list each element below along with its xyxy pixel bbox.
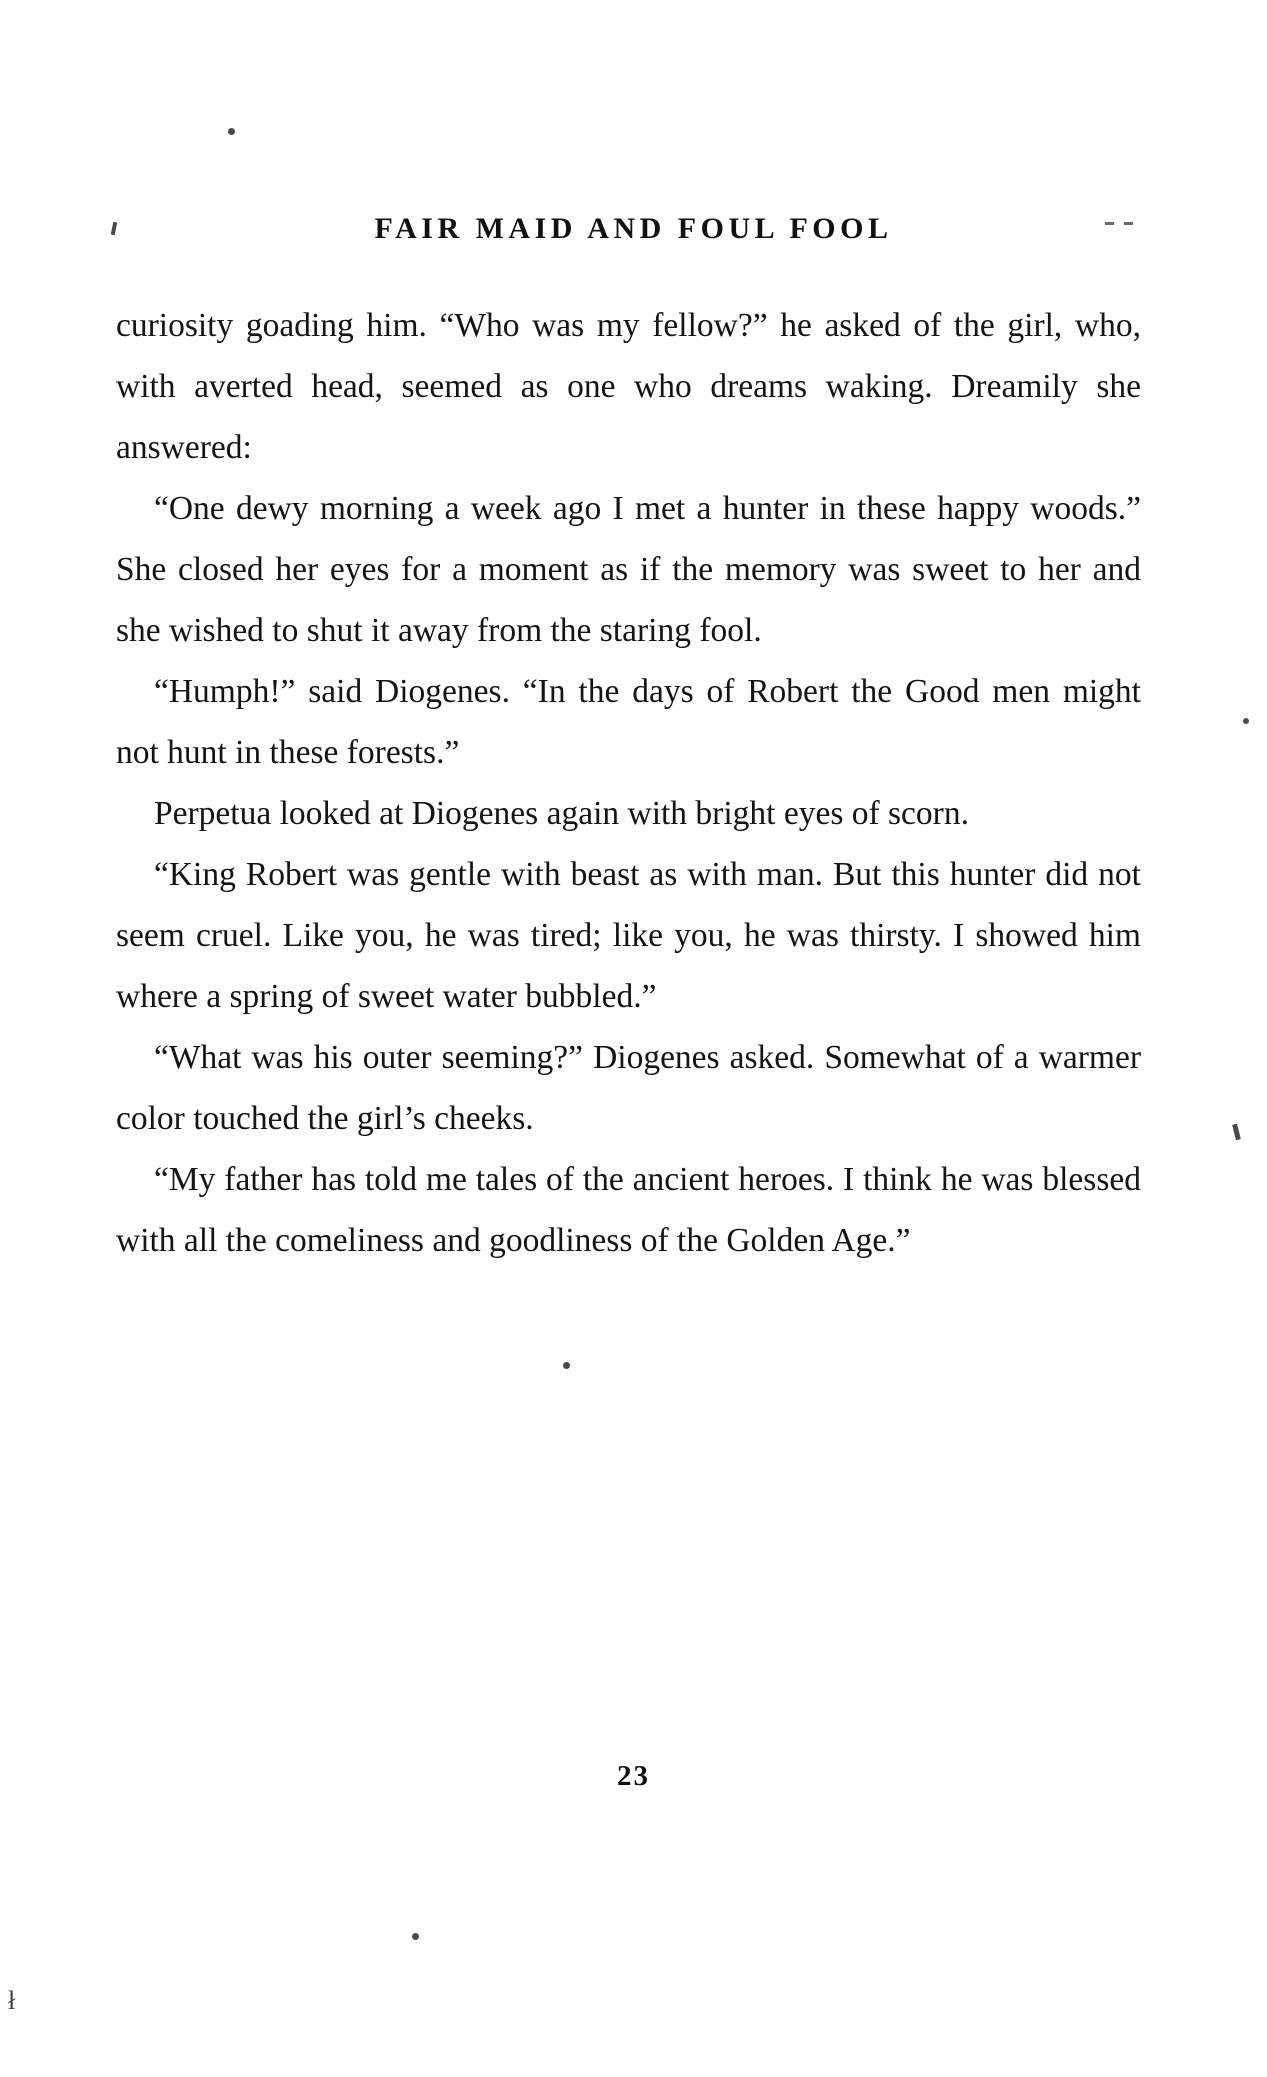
scan-corner-mark: ł [8,1986,16,2015]
body-text [116,295,1141,1271]
paragraph: curiosity goading him. “Who was my fellow?” he asked of the girl, who, with averted head, seemed as one who dreams waking. Dreamily she answered: [116,307,1141,466]
paragraph: Perpetua looked at Diogenes again with bright eyes of scorn. [154,795,969,832]
page-number: 23 [617,1760,650,1792]
paragraph: “Humph!” said Diogenes. “In the days of Robert the Good men might not hunt in these forests.” [116,673,1141,771]
scan-speck-middle [563,1362,570,1369]
scan-tick-right [1232,1124,1241,1141]
paragraph: “King Robert was gentle with beast as with man. But this hunter did not seem cruel. Like you, he was tired; like you, he was thirsty. I showed him where a spring of sweet water bubbled.” [116,856,1141,1015]
paragraph: “One dewy morning a week ago I met a hunter in these happy woods.” She closed her eyes for a moment as if the memory was sweet to her and she wished to shut it away from the staring fool. [116,490,1141,649]
running-head: FAIR MAID AND FOUL FOOL [374,212,893,245]
paragraph: “My father has told me tales of the ancient heroes. I think he was blessed with all the comeliness and goodliness of the Golden Age.” [116,1161,1141,1259]
scan-speck-right [1243,718,1249,724]
scan-speck-bottom [412,1933,419,1940]
scan-speck-top [228,128,235,135]
paragraph: “What was his outer seeming?” Diogenes asked. Somewhat of a warmer color touched the girl’s cheeks. [116,1039,1141,1137]
